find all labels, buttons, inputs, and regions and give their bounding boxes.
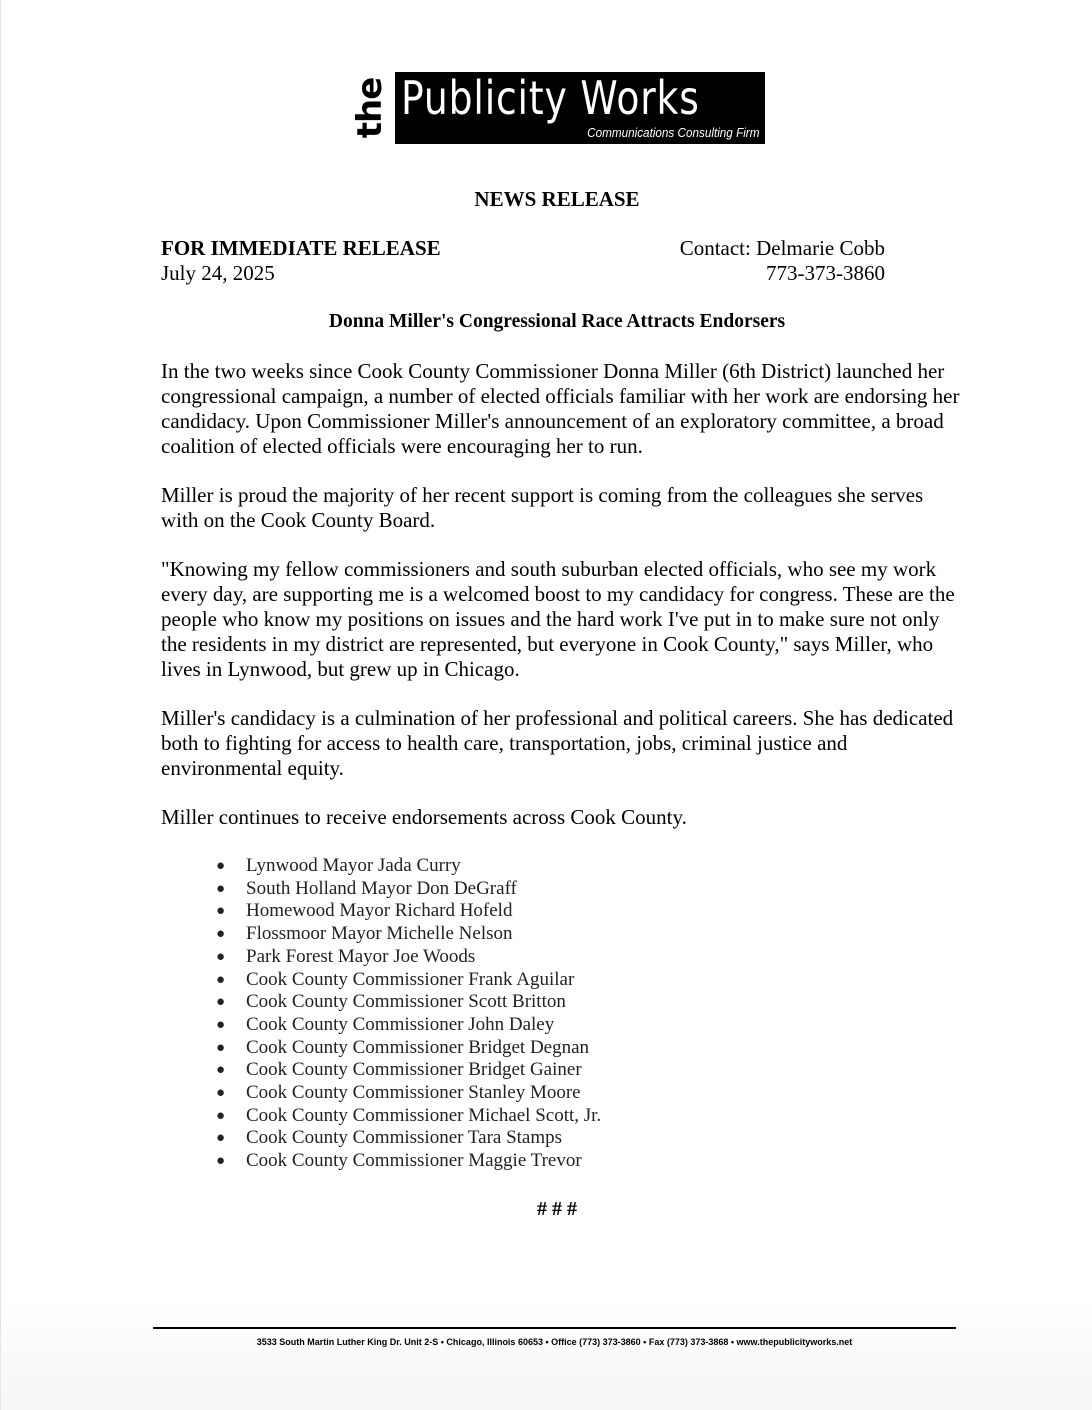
release-label: FOR IMMEDIATE RELEASE — [161, 236, 441, 260]
paragraph: Miller's candidacy is a culmination of her professional and political careers. She has dedicated both to fighting for access to health care, transportation, jobs, criminal justice and environmental equity. — [161, 706, 954, 780]
paragraph: In the two weeks since Cook County Commissioner Donna Miller (6th District) launched her congressional campaign, a number of elected officials familiar with her work are endorsing her candidacy. Upon Commissioner Miller's announcement of an exploratory committee, a broad coalition of elected officials were encouraging her to run. — [161, 359, 960, 458]
list-item — [216, 923, 601, 946]
release-date: July 24, 2025 — [161, 261, 275, 285]
bullet-icon: ● — [216, 1107, 226, 1124]
list-item — [216, 991, 601, 1014]
bullet-icon: ● — [216, 1039, 226, 1056]
list-item — [216, 1127, 601, 1150]
list-item — [216, 969, 601, 992]
page-title: NEWS RELEASE — [474, 187, 640, 211]
endorser-name: Cook County Commissioner Bridget Degnan — [246, 1036, 590, 1058]
endorser-name: Cook County Commissioner John Daley — [246, 1013, 555, 1035]
endorser-name: Lynwood Mayor Jada Curry — [246, 855, 461, 876]
endorser-name: Cook County Commissioner Frank Aguilar — [246, 968, 575, 990]
endorser-name: Cook County Commissioner Stanley Moore — [246, 1082, 581, 1104]
logo-tagline: Communications Consulting Firm — [586, 125, 759, 140]
paragraph: Miller continues to receive endorsements across Cook County. — [161, 805, 687, 829]
list-item — [216, 1105, 601, 1128]
list-item — [216, 900, 601, 923]
body-text — [161, 359, 961, 854]
endorser-name: South Holland Mayor Don DeGraff — [246, 877, 517, 899]
paragraph: "Knowing my fellow commissioners and south suburban elected officials, who see my work every day, are supporting me is a welcomed boost to my candidacy for congress. These are the people who know my positions on issues and the hard work I've put in to make sure not only the residents in my district are represented, but everyone in Cook County," says Miller, who lives in Lynwood, but grew up in Chicago. — [161, 557, 955, 681]
endorser-name: Cook County Commissioner Maggie Trevor — [246, 1150, 582, 1172]
contact-name: Contact: Delmarie Cobb — [679, 236, 885, 260]
list-item — [216, 1150, 601, 1173]
bullet-icon: ● — [216, 1062, 226, 1079]
endorser-name: Park Forest Mayor Joe Woods — [246, 945, 476, 967]
bullet-icon: ● — [216, 994, 226, 1011]
endorser-name: Cook County Commissioner Bridget Gainer — [246, 1059, 582, 1081]
footer-divider — [153, 1327, 956, 1329]
endorsement-list — [216, 855, 601, 1173]
contact-phone: 773-373-3860 — [766, 261, 885, 285]
contact-info — [676, 236, 885, 286]
bullet-icon: ● — [216, 903, 226, 920]
bullet-icon: ● — [216, 926, 226, 943]
bullet-icon: ● — [216, 1153, 226, 1170]
paragraph: Miller is proud the majority of her recent support is coming from the colleagues she serves with on the Cook County Board. — [161, 483, 924, 532]
list-item — [216, 1082, 601, 1105]
bullet-icon: ● — [216, 880, 226, 897]
bullet-icon: ● — [216, 1085, 226, 1102]
list-item — [216, 1037, 601, 1060]
logo-name: Publicity Works — [401, 71, 700, 125]
logo-prefix: the — [350, 77, 390, 139]
bullet-icon: ● — [216, 1016, 226, 1033]
endorser-name: Cook County Commissioner Michael Scott, Jr. — [246, 1104, 602, 1126]
end-mark: # # # — [537, 1198, 577, 1220]
endorser-name: Cook County Commissioner Tara Stamps — [246, 1127, 563, 1149]
bullet-icon: ● — [216, 948, 226, 965]
logo-bar — [395, 72, 765, 144]
bullet-icon: ● — [216, 858, 226, 874]
list-item — [216, 946, 601, 969]
headline: Donna Miller's Congressional Race Attracts Endorsers — [328, 311, 786, 332]
logo-prefix-box — [347, 72, 393, 144]
list-item — [216, 1059, 601, 1082]
footer-address: 3533 South Martin Luther King Dr. Unit 2-S • Chicago, Illinois 60653 • Office (773) 373-3860 • Fax (773) 373-3868 • www.thepublicityworks.net — [256, 1337, 853, 1347]
endorser-name: Cook County Commissioner Scott Britton — [246, 991, 566, 1013]
endorser-name: Homewood Mayor Richard Hofeld — [246, 900, 513, 922]
list-item — [216, 1014, 601, 1037]
list-item — [216, 878, 601, 901]
company-logo — [347, 70, 767, 146]
bullet-icon: ● — [216, 1130, 226, 1147]
release-info — [161, 236, 441, 286]
bullet-icon: ● — [216, 971, 226, 988]
endorser-name: Flossmoor Mayor Michelle Nelson — [246, 923, 513, 945]
list-item — [216, 855, 601, 878]
